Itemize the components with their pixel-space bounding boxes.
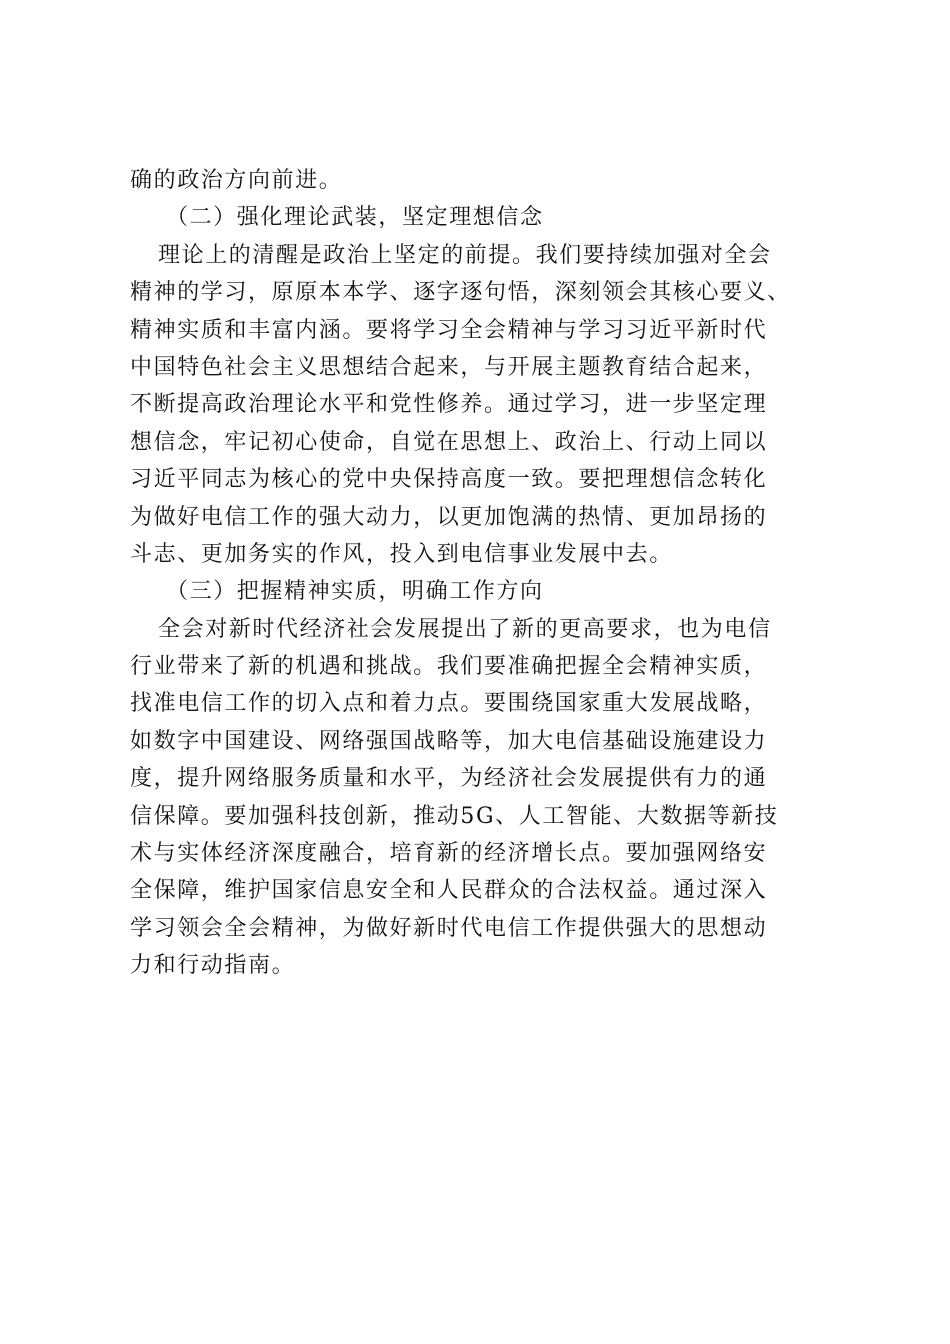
paragraph-line: 行业带来了新的机遇和挑战。我们要准确把握全会精神实质， — [130, 654, 768, 680]
section-heading-2: （二）强化理论武装，坚定理想信念 — [166, 205, 544, 231]
paragraph-line: 习近平同志为核心的党中央保持高度一致。要把理想信念转化 — [130, 467, 768, 493]
section-heading-3: （三）把握精神实质，明确工作方向 — [166, 579, 544, 605]
paragraph-line: 度，提升网络服务质量和水平，为经济社会发展提供有力的通 — [130, 766, 768, 792]
paragraph-line: 术与实体经济深度融合，培育新的经济增长点。要加强网络安 — [130, 841, 768, 867]
paragraph-line: 不断提高政治理论水平和党性修养。通过学习，进一步坚定理 — [130, 392, 768, 418]
paragraph-line: 理论上的清醒是政治上坚定的前提。我们要持续加强对全会 — [158, 242, 772, 268]
paragraph-line: 学习领会全会精神，为做好新时代电信工作提供强大的思想动 — [130, 915, 768, 941]
paragraph-line: 力和行动指南。 — [130, 953, 296, 979]
paragraph-line: 为做好电信工作的强大动力，以更加饱满的热情、更加昂扬的 — [130, 504, 768, 530]
paragraph-line: 斗志、更加务实的作风，投入到电信事业发展中去。 — [130, 541, 673, 567]
paragraph-line: 想信念，牢记初心使命，自觉在思想上、政治上、行动上同以 — [130, 429, 768, 455]
paragraph-line: 中国特色社会主义思想结合起来，与开展主题教育结合起来， — [130, 354, 768, 380]
paragraph-line: 全保障，维护国家信息安全和人民群众的合法权益。通过深入 — [130, 878, 768, 904]
paragraph-line: 全会对新时代经济社会发展提出了新的更高要求，也为电信 — [158, 616, 772, 642]
paragraph-line: 信保障。要加强科技创新，推动5G、人工智能、大数据等新技 — [130, 803, 779, 829]
paragraph-line: 确的政治方向前进。 — [130, 168, 343, 193]
paragraph-line: 如数字中国建设、网络强国战略等，加大电信基础设施建设力 — [130, 728, 768, 754]
paragraph-line: 精神的学习，原原本本学、逐字逐句悟，深刻领会其核心要义、 — [130, 280, 791, 306]
document-page — [130, 162, 830, 985]
paragraph-line: 精神实质和丰富内涵。要将学习全会精神与学习习近平新时代 — [130, 317, 768, 343]
paragraph-line: 找准电信工作的切入点和着力点。要围绕国家重大发展战略， — [130, 691, 768, 717]
